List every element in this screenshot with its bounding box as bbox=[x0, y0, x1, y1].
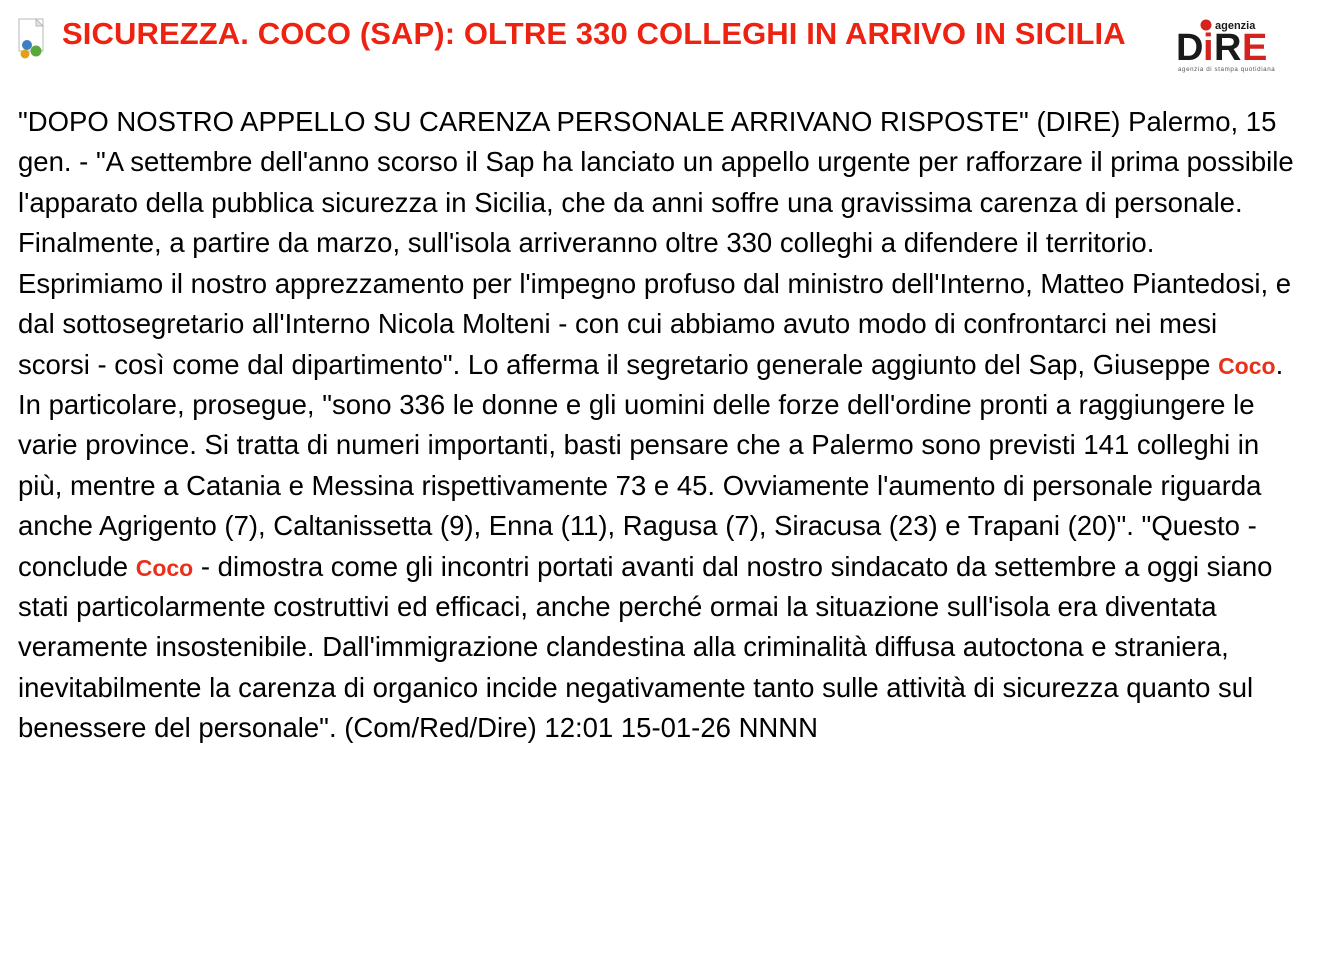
article-text-part-3: - dimostra come gli incontri portati avanti dal nostro sindacato da settembre a oggi siano stati particolarmente costruttivi ed efficaci, anche perché ormai la situazione sull'isola era diventata veramente insostenibile. Dall'immigrazione clandestina alla criminalità diffusa autoctona e straniera, inevitabilmente la carenza di organico incide negativamente tanto sulle attività di sicurezza quanto sul benessere del personale". (Com/Red/Dire) 12:01 15-01-26 NNNN bbox=[18, 550, 1273, 744]
document-attachment-icon bbox=[18, 18, 52, 64]
svg-text:D: D bbox=[1176, 27, 1203, 69]
article-paragraph bbox=[18, 102, 1296, 749]
article-text-part-2: . In particolare, prosegue, "sono 336 le donne e gli uomini delle forze dell'ordine pronti a raggiungere le varie province. Si tratta di numeri importanti, basti pensare che a Palermo sono previsti 141 colleghi in più, mentre a Catania e Messina rispettivamente 73 e 45. Ovviamente l'aumento di personale riguarda anche Agrigento (7), Caltanissetta (9), Enna (11), Ragusa (7), Siracusa (23) e Trapani (20)". "Questo - conclude bbox=[18, 348, 1284, 582]
article-text-part-1: "DOPO NOSTRO APPELLO SU CARENZA PERSONALE ARRIVANO RISPOSTE" (DIRE) Palermo, 15 gen. - "A settembre dell'anno scorso il Sap ha lanciato un appello urgente per rafforzare il prima possibile l'apparato della pubblica sicurezza in Sicilia, che da anni soffre una gravissima carenza di personale. Finalmente, a partire da marzo, sull'isola arriveranno oltre 330 colleghi a difendere il territorio. Esprimiamo il nostro apprezzamento per l'impegno profuso dal ministro dell'Interno, Matteo Piantedosi, e dal sottosegretario all'Interno Nicola Molteni - con cui abbiamo avuto modo di confrontarci nei mesi scorsi - così come dal dipartimento". Lo afferma il segretario generale aggiunto del Sap, Giuseppe bbox=[18, 106, 1294, 380]
article-body bbox=[18, 102, 1296, 749]
highlight-coco-2: Coco bbox=[135, 554, 194, 581]
svg-text:E: E bbox=[1242, 27, 1267, 69]
svg-text:i: i bbox=[1203, 27, 1213, 69]
document-header bbox=[18, 14, 1296, 76]
headline-container bbox=[62, 14, 1166, 53]
svg-text:agenzia: agenzia bbox=[1215, 20, 1256, 32]
dire-agency-logo bbox=[1176, 16, 1296, 76]
svg-text:R: R bbox=[1214, 27, 1241, 69]
highlight-coco-1: Coco bbox=[1218, 352, 1276, 379]
svg-text:agenzia di stampa quotidiana: agenzia di stampa quotidiana bbox=[1178, 66, 1276, 73]
page-title: SICUREZZA. COCO (SAP): OLTRE 330 COLLEGHI IN ARRIVO IN SICILIA bbox=[62, 16, 1126, 51]
